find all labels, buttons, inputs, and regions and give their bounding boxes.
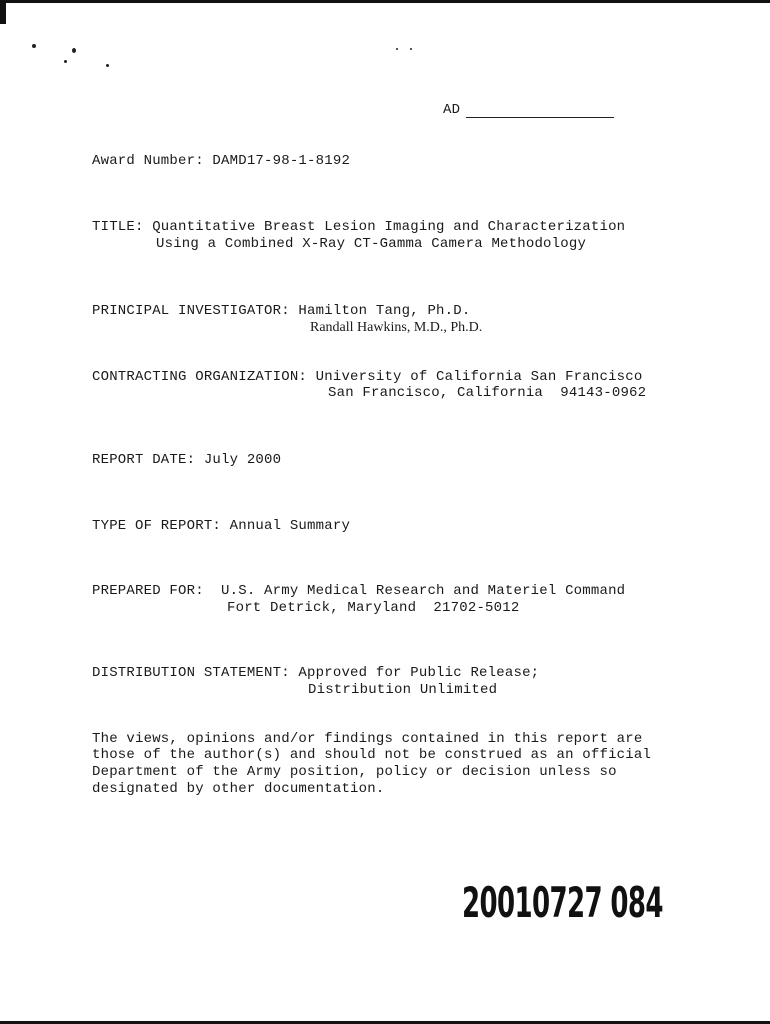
- disclaimer-line-2: those of the author(s) and should not be construed as an official: [92, 747, 652, 763]
- scan-speck: [106, 64, 109, 67]
- prepared-for-line-2: Fort Detrick, Maryland 21702-5012: [227, 600, 520, 616]
- ad-label: AD: [443, 102, 461, 118]
- scan-speck: [64, 60, 67, 63]
- distribution-statement-line-1: DISTRIBUTION STATEMENT: Approved for Public Release;: [92, 665, 540, 681]
- accession-stamp-number: 20010727 084: [462, 878, 663, 927]
- disclaimer-line-3: Department of the Army position, policy or decision unless so: [92, 764, 617, 780]
- co-investigator: Randall Hawkins, M.D., Ph.D.: [310, 320, 483, 335]
- report-type: TYPE OF REPORT: Annual Summary: [92, 518, 351, 534]
- scan-corner: [0, 0, 6, 24]
- disclaimer-line-4: designated by other documentation.: [92, 781, 385, 797]
- award-number: Award Number: DAMD17-98-1-8192: [92, 153, 351, 169]
- principal-investigator: PRINCIPAL INVESTIGATOR: Hamilton Tang, Ph.D.: [92, 303, 471, 319]
- scan-speck: [72, 48, 76, 53]
- report-date: REPORT DATE: July 2000: [92, 452, 282, 468]
- scan-speck: [32, 44, 36, 48]
- title-line-1: TITLE: Quantitative Breast Lesion Imaging and Characterization: [92, 219, 626, 235]
- ad-blank-line: [466, 117, 614, 118]
- title-line-2: Using a Combined X-Ray CT-Gamma Camera Methodology: [156, 236, 587, 252]
- prepared-for-line-1: PREPARED FOR: U.S. Army Medical Research and Materiel Command: [92, 583, 626, 599]
- scan-speck: [410, 48, 412, 50]
- scan-speck: [396, 48, 398, 50]
- scan-edge-top: [0, 0, 770, 3]
- contracting-org-line-2: San Francisco, California 94143-0962: [328, 385, 647, 401]
- contracting-org-line-1: CONTRACTING ORGANIZATION: University of California San Francisco: [92, 369, 643, 385]
- disclaimer-line-1: The views, opinions and/or findings contained in this report are: [92, 731, 643, 747]
- distribution-statement-line-2: Distribution Unlimited: [308, 682, 498, 698]
